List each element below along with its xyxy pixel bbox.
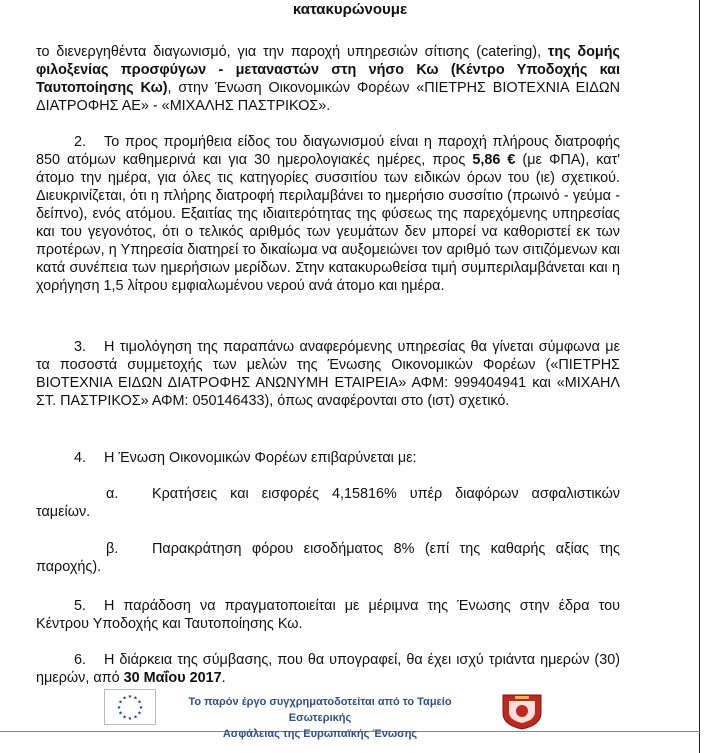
paragraph-1-text: το διενεργηθέντα διαγωνισμό, για την παροχή υπηρεσιών σίτισης (catering), — [36, 44, 548, 60]
paragraph-6 — [36, 651, 620, 687]
paragraph-4a-letter: α. — [106, 486, 119, 502]
footer-line-2: Ασφάλειας της Ευρωπαϊκής Ένωσης — [222, 728, 418, 740]
paragraph-5 — [36, 597, 620, 633]
paragraph-3-number: 3. — [74, 339, 87, 355]
paragraph-6-number: 6. — [74, 652, 87, 668]
emblem-icon — [495, 691, 549, 731]
eu-star-icon: ★ — [122, 714, 127, 721]
paragraph-2-number: 2. — [74, 134, 87, 150]
eu-star-icon: ★ — [118, 710, 123, 717]
paragraph-3 — [36, 338, 620, 410]
paragraph-2-text-a: Το προς προμήθεια είδος του διαγωνισμού είναι η παροχή πλήρους διατροφής 850 ατόμων καθημερινά και για 30 ημερολογιακές ημέρες, προς — [36, 134, 620, 168]
paragraph-6-text-a: Η διάρκεια της σύμβασης, που θα υπογραφεί, θα έχει ισχύ τριάντα ημερών (30) ημερών, από — [36, 652, 620, 686]
page-right-border — [699, 0, 700, 753]
paragraph-2-price: 5,86 € — [472, 152, 516, 168]
footer-funding-note — [170, 694, 470, 742]
paragraph-1-bold: της δομής φιλοξενίας προσφύγων - μεταναστών στη νήσο Κω (Κέντρο Υποδοχής και Ταυτοποίησης Κω) — [36, 44, 621, 96]
paragraph-6-text-b: . — [221, 670, 226, 686]
eu-star-icon: ★ — [122, 695, 127, 702]
paragraph-6-date: 30 Μαΐου 2017 — [123, 670, 222, 686]
paragraph-4-text: Η Ένωση Οικονομικών Φορέων επιβαρύνεται με: — [104, 450, 417, 466]
eu-star-icon: ★ — [137, 699, 142, 706]
paragraph-1-rest: , στην Ένωση Οικονομικών Φορέων «ΠΙΕΤΡΗΣ ΒΙΟΤΕΧΝΙΑ ΕΙΔΩΝ ΔΙΑΤΡΟΦΗΣ ΑΕ» - «ΜΙΧΑΛΗΣ ΠΑΣΤΡΙΚΟΣ». — [36, 80, 620, 114]
eu-star-icon: ★ — [133, 714, 138, 721]
paragraph-2 — [36, 133, 620, 295]
eu-star-icon: ★ — [127, 694, 133, 700]
paragraph-1 — [36, 43, 620, 115]
eu-star-icon: ★ — [133, 695, 138, 702]
paragraph-4b-text: Παρακράτηση φόρου εισοδήματος 8% (επί της καθαρής αξίας της παροχής). — [36, 541, 620, 575]
eu-star-icon: ★ — [138, 705, 144, 711]
paragraph-4b-letter: β. — [106, 541, 119, 557]
paragraph-2-text-b: (με ΦΠΑ), κατ' άτομο την ημέρα, για όλες τις κατηγορίες συσσιτίου των ειδικών όρων του (ιε) σχετικού. Διευκρινίζεται, ότι η πλήρης διατροφή περιλαμβάνει το ημερήσιο συσσίτιο (πρωινό - γεύμα - δείπνο), ενός ατόμου. Εξαιτίας της ιδιαιτερότητας της φύσεως της παρεχόμενης υπηρεσίας και του γεγονότος, ότι ο τελικός αριθμός των γευμάτων δεν μπορεί να καθοριστεί εκ των προτέρων, η Υπηρεσία διατηρεί το δικαίωμα να αυξομειώνει τον αριθμό των σιτιζόμενων και κατά συνέπεια των ημερήσιων μερίδων. Στην κατακυρωθείσα τιμή συμπεριλαμβάνεται και η χορήγηση 1,5 λίτρου εμφιαλωμένου νερού ανά άτομο και ημέρα. — [36, 152, 621, 294]
footer-line-1: Το παρόν έργο συγχρηματοδοτείται από το Ταμείο Εσωτερικής — [188, 696, 452, 724]
eu-star-icon: ★ — [116, 705, 122, 711]
eu-star-icon: ★ — [127, 716, 133, 722]
eu-star-icon: ★ — [118, 699, 123, 706]
paragraph-5-number: 5. — [74, 598, 87, 614]
paragraph-4b — [36, 540, 620, 576]
paragraph-3-text: Η τιμολόγηση της παραπάνω αναφερόμενης υπηρεσίας θα γίνεται σύμφωνα με τα ποσοστά συμμετοχής των μελών της Ένωσης Οικονομικών Φορέων («ΠΙΕΤΡΗΣ ΒΙΟΤΕΧΝΙΑ ΕΙΔΩΝ ΔΙΑΤΡΟΦΗΣ ΑΝΩΝΥΜΗ ΕΤΑΙΡΕΙΑ» ΑΦΜ: 999404941 και «ΜΙΧΑΗΛ ΣΤ. ΠΑΣΤΡΙΚΟΣ» ΑΦΜ: 050146433), όπως αναφέρονται στο (ιστ) σχετικό. — [36, 339, 620, 409]
heading-award: κατακυρώνουμε — [292, 1, 408, 18]
eu-star-icon: ★ — [137, 710, 142, 717]
paragraph-4a — [36, 485, 620, 521]
paragraph-4a-text: Κρατήσεις και εισφορές 4,15816% υπέρ διαφόρων ασφαλιστικών ταμείων. — [36, 486, 620, 520]
eu-flag-icon — [104, 689, 156, 725]
paragraph-5-text: Η παράδοση να πραγματοποιείται με μέριμνα της Ένωσης στην έδρα του Κέντρου Υποδοχής και Ταυτοποίησης Κω. — [36, 598, 620, 632]
paragraph-4 — [36, 449, 620, 467]
paragraph-4-number: 4. — [74, 450, 87, 466]
